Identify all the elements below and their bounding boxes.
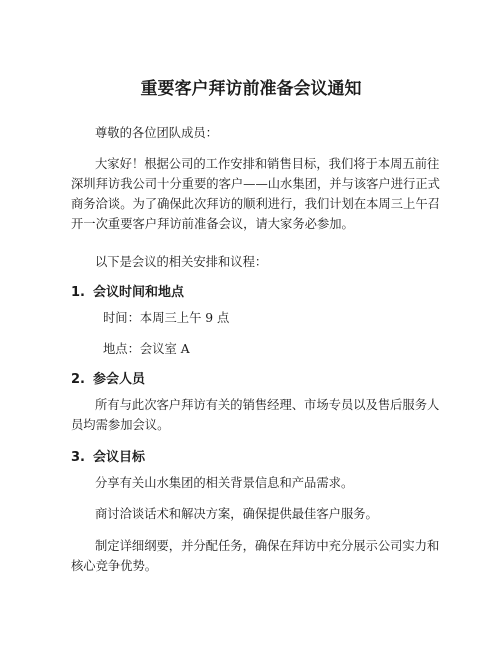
section-number: 1. <box>71 285 85 300</box>
section-number: 3. <box>71 450 85 465</box>
section-heading-text: 会议目标 <box>93 450 146 465</box>
greeting: 尊敬的各位团队成员： <box>95 126 218 140</box>
meeting-time: 时间：本周三上午 9 点 <box>103 311 230 325</box>
section-heading-goals <box>71 448 145 468</box>
goal-item: 分享有关山水集团的相关背景信息和产品需求。 <box>95 476 354 490</box>
section-number: 2. <box>71 372 85 387</box>
agenda-intro: 以下是会议的相关安排和议程： <box>95 255 268 269</box>
section-heading-attendees <box>71 370 145 390</box>
intro-paragraph: 大家好！根据公司的工作安排和销售目标，我们将于本周五前往深圳拜访我公司十分重要的客户——山水集团，并与该客户进行正式商务洽谈。为了确保此次拜访的顺利进行，我们计划在本周三上午召开一次重要客户拜访前准备会议，请大家务必参加。 <box>71 157 440 231</box>
section-heading-text: 参会人员 <box>93 372 146 387</box>
attendees-paragraph: 所有与此次客户拜访有关的销售经理、市场专员以及售后服务人员均需参加会议。 <box>71 398 440 432</box>
section-heading-time-place <box>71 283 184 303</box>
goal-item: 制定详细纲要，并分配任务，确保在拜访中充分展示公司实力和核心竞争优势。 <box>71 539 440 573</box>
section-heading-text: 会议时间和地点 <box>93 285 185 300</box>
meeting-location: 地点：会议室 A <box>103 342 190 356</box>
document-title: 重要客户拜访前准备会议通知 <box>140 79 362 99</box>
goal-item: 商讨洽谈话术和解决方案，确保提供最佳客户服务。 <box>95 507 378 521</box>
